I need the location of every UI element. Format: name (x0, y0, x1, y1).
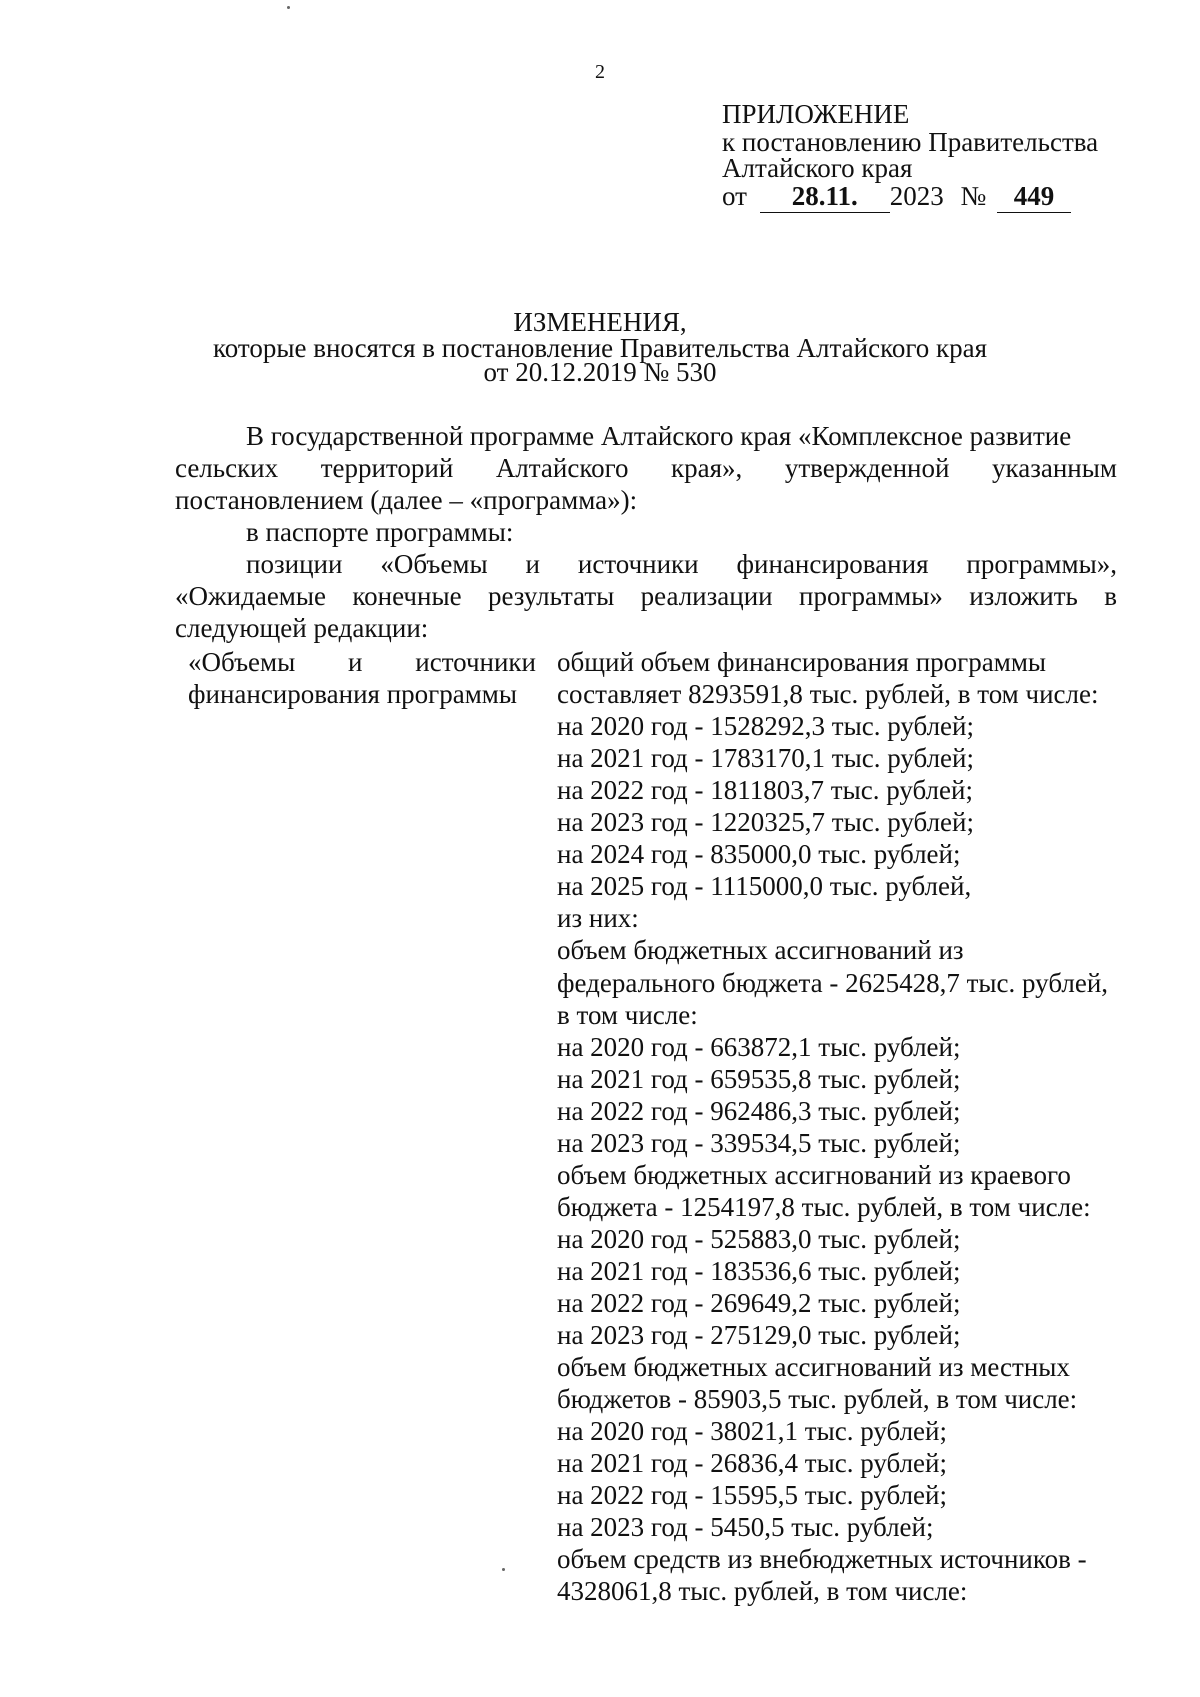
heading-line-2: от 20.12.2019 № 530 (483, 357, 717, 387)
word: и (525, 549, 540, 579)
word: программы», (966, 549, 1117, 579)
word: результаты (487, 581, 615, 611)
number-sign: № (960, 181, 987, 211)
heading-line-1: которые вносятся в постановление Правительства Алтайского края (212, 333, 987, 363)
table-right-line: на 2023 год - 339534,5 тыс. рублей; (557, 1128, 961, 1158)
table-right-line: на 2021 год - 1783170,1 тыс. рублей; (557, 743, 974, 773)
table-right-line: объем средств из внебюджетных источников - (557, 1544, 1087, 1574)
word: сельских (175, 453, 279, 483)
appendix-title: ПРИЛОЖЕНИЕ (722, 99, 910, 129)
word: указанным (992, 453, 1117, 483)
appendix-line-2: Алтайского края (722, 153, 913, 183)
table-right-line: объем бюджетных ассигнований из местных (557, 1352, 1070, 1382)
table-right-line: федерального бюджета - 2625428,7 тыс. рублей, (557, 968, 1109, 998)
word: территорий (320, 453, 454, 483)
intro-p2: в паспорте программы: (246, 517, 514, 547)
word: Алтайского (495, 453, 629, 483)
table-right-line: на 2020 год - 38021,1 тыс. рублей; (557, 1416, 947, 1446)
table-right-line: на 2022 год - 962486,3 тыс. рублей; (557, 1096, 961, 1126)
table-right-line: на 2022 год - 269649,2 тыс. рублей; (557, 1288, 961, 1318)
table-right-line: на 2024 год - 835000,0 тыс. рублей; (557, 839, 961, 869)
word: источники (577, 549, 699, 579)
intro-p3-line-1 (246, 548, 1117, 580)
table-right-line: из них: (557, 903, 639, 933)
page-number: 2 (595, 61, 605, 83)
table-right-line: на 2021 год - 659535,8 тыс. рублей; (557, 1064, 961, 1094)
word: конечные (352, 581, 462, 611)
scan-speck (502, 1568, 505, 1571)
table-right-line: бюджетов - 85903,5 тыс. рублей, в том числе: (557, 1384, 1078, 1414)
intro-p1-line-3: постановлением (далее – «программа»): (175, 485, 638, 515)
table-right-line: на 2021 год - 183536,6 тыс. рублей; (557, 1256, 961, 1286)
date-value: 28.11. (760, 180, 890, 213)
appendix-line-1: к постановлению Правительства (722, 127, 1099, 157)
date-year: 2023 (889, 181, 944, 211)
intro-p1-line-1: В государственной программе Алтайского края «Комплексное развитие (246, 421, 1072, 451)
table-right-line: общий объем финансирования программы (557, 647, 1047, 677)
table-right-line: объем бюджетных ассигнований из краевого (557, 1160, 1071, 1190)
table-right-line: на 2022 год - 1811803,7 тыс. рублей; (557, 775, 973, 805)
appendix-date-line (722, 180, 1071, 213)
word: в (1104, 581, 1117, 611)
table-right-line: на 2022 год - 15595,5 тыс. рублей; (557, 1480, 947, 1510)
table-right-line: составляет 8293591,8 тыс. рублей, в том числе: (557, 679, 1099, 709)
word: программы» (799, 581, 943, 611)
table-right-line: на 2023 год - 1220325,7 тыс. рублей; (557, 807, 974, 837)
table-left-line-2: финансирования программы (188, 679, 518, 709)
word: и (348, 647, 363, 677)
heading-title: ИЗМЕНЕНИЯ, (513, 307, 687, 337)
word: позиции (246, 549, 343, 579)
table-left-line-1 (188, 646, 536, 678)
word: источники (415, 647, 536, 677)
word: «Объемы (380, 549, 488, 579)
table-right-line: бюджета - 1254197,8 тыс. рублей, в том числе: (557, 1192, 1091, 1222)
table-right-line: 4328061,8 тыс. рублей, в том числе: (557, 1576, 968, 1606)
word: реализации (640, 581, 773, 611)
word: «Объемы (188, 647, 296, 677)
table-right-line: на 2020 год - 663872,1 тыс. рублей; (557, 1032, 961, 1062)
intro-p3-line-2 (175, 580, 1117, 612)
word: «Ожидаемые (175, 581, 327, 611)
word: изложить (969, 581, 1078, 611)
number-value: 449 (997, 180, 1071, 213)
word: финансирования (736, 549, 929, 579)
table-right-line: на 2023 год - 5450,5 тыс. рублей; (557, 1512, 934, 1542)
intro-p1-line-2 (175, 452, 1117, 484)
table-right-line: на 2025 год - 1115000,0 тыс. рублей, (557, 871, 972, 901)
table-right-line: на 2020 год - 525883,0 тыс. рублей; (557, 1224, 961, 1254)
table-right-line: на 2020 год - 1528292,3 тыс. рублей; (557, 711, 974, 741)
scan-speck (287, 6, 290, 9)
table-right-line: на 2023 год - 275129,0 тыс. рублей; (557, 1320, 961, 1350)
table-right-line: в том числе: (557, 1000, 698, 1030)
word: края», (671, 453, 743, 483)
table-right-line: на 2021 год - 26836,4 тыс. рублей; (557, 1448, 947, 1478)
word: утвержденной (784, 453, 950, 483)
intro-p3-line-3: следующей редакции: (175, 613, 429, 643)
date-prefix: от (722, 181, 747, 211)
table-right-line: объем бюджетных ассигнований из (557, 935, 964, 965)
